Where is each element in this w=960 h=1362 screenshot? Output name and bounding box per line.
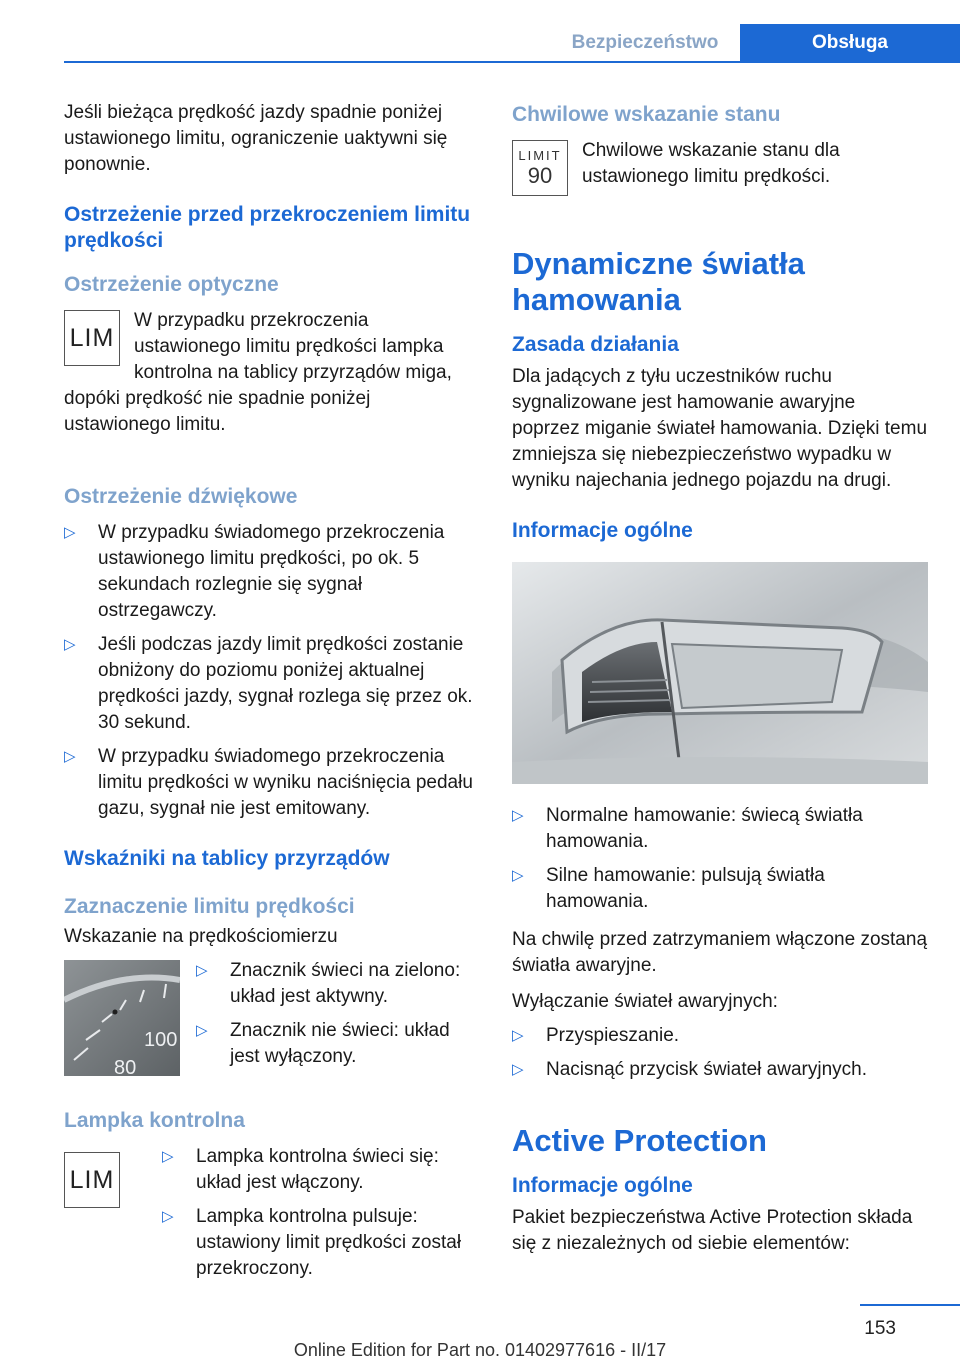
triangle-bullet-icon: ▷ — [512, 1061, 524, 1078]
triangle-bullet-icon: ▷ — [512, 867, 524, 884]
speed-mark-list — [196, 958, 478, 1070]
list-item: ▷ Jeśli podczas jazdy limit prędkości zostanie obniżony do poziomu poniżej aktualnej prędkości jazdy, sygnał rozlega się przez ok. 30 sekund. — [64, 634, 473, 733]
intro-paragraph: Jeśli bieżąca prędkość jazdy spadnie poniżej ustawionego limitu, ograniczenie uaktywni się ponownie. — [64, 102, 448, 175]
lim-indicator-icon: LIM — [64, 310, 120, 366]
list-item: ▷ Znacznik nie świeci: układ jest wyłączony. — [196, 1020, 450, 1067]
heading-general-info: Informacje ogólne — [512, 519, 693, 542]
brake-light-photo — [512, 562, 928, 784]
indicator-lamp-list — [162, 1144, 478, 1282]
list-item: ▷ Przyspieszanie. — [512, 1023, 928, 1049]
heading-instrument-indicators: Wskaźniki na tablicy przyrządów — [64, 847, 390, 870]
triangle-bullet-icon: ▷ — [512, 1027, 524, 1044]
triangle-bullet-icon: ▷ — [64, 748, 76, 765]
optical-warning-text: W przypadku przekroczenia ustawionego limitu prędkości lampka kontrolna na tablicy przyrządów miga, dopóki prędkość nie spadnie poniżej ustawionego limitu. — [64, 310, 452, 435]
list-item: ▷ Silne hamowanie: pulsują światła hamowania. — [512, 865, 825, 912]
lim-indicator-icon: LIM — [64, 1152, 120, 1208]
heading-speed-warning: Ostrzeżenie przed przekroczeniem limitu prędkości — [64, 203, 471, 252]
speedometer-image — [64, 960, 180, 1076]
list-item: ▷ Normalne hamowanie: świecą światła hamowania. — [512, 805, 863, 852]
chapter-tabs — [550, 24, 960, 62]
heading-indicator-lamp: Lampka kontrolna — [64, 1109, 245, 1132]
triangle-bullet-icon: ▷ — [162, 1148, 174, 1165]
right-column — [512, 100, 928, 1273]
brake-mode-list — [512, 803, 928, 915]
list-item: ▷ Lampka kontrolna pulsuje: ustawiony limit prędkości został przekroczony. — [162, 1206, 462, 1279]
heading-speed-mark: Zaznaczenie limitu prędkości — [64, 895, 355, 918]
speedo-label-80: 80 — [114, 1057, 137, 1076]
list-item: ▷ W przypadku świadomego przekroczenia limitu prędkości w wyniku naciśnięcia pedału gazu, sygnał nie jest emitowany. — [64, 746, 473, 819]
acoustic-warning-list — [64, 520, 478, 822]
temporary-status-text: Chwilowe wskazanie stanu dla ustawionego limitu prędkości. — [582, 140, 840, 187]
speedometer-caption: Wskazanie na prędkościomierzu — [64, 926, 338, 947]
triangle-bullet-icon: ▷ — [162, 1208, 174, 1225]
triangle-bullet-icon: ▷ — [196, 962, 208, 979]
edition-footer: Online Edition for Part no. 01402977616 - II/17 — [293, 1340, 667, 1360]
triangle-bullet-icon: ▷ — [64, 524, 76, 541]
triangle-bullet-icon: ▷ — [64, 636, 76, 653]
limit-90-icon — [512, 140, 568, 196]
list-item: ▷ Nacisnąć przycisk świateł awaryjnych. — [512, 1057, 928, 1083]
heading-temporary-status: Chwilowe wskazanie stanu — [512, 103, 781, 126]
active-protection-text: Pakiet bezpieczeństwa Active Protection składa się z niezależnych od siebie elementów: — [512, 1207, 913, 1254]
limit-icon-label: LIMIT — [518, 148, 562, 163]
header-rule — [64, 61, 960, 63]
triangle-bullet-icon: ▷ — [512, 807, 524, 824]
limit-icon-value: 90 — [527, 163, 553, 188]
heading-general-info-2: Informacje ogólne — [512, 1174, 693, 1197]
heading-principle: Zasada działania — [512, 333, 679, 356]
hazard-lights-text: Na chwilę przed zatrzymaniem włączone zostaną światła awaryjne. — [512, 929, 928, 976]
principle-text: Dla jadących z tyłu uczestników ruchu sygnalizowane jest hamowanie awaryjne poprzez miganie świateł hamowania. Dzięki temu zmniejsza się niebezpieczeństwo wypadku w wyniku najechania jednego pojazdu na drugi. — [512, 366, 928, 491]
tab-bezpieczenstwo[interactable]: Bezpieczeństwo — [571, 32, 719, 53]
hazard-off-list — [512, 1023, 928, 1083]
speedo-label-100: 100 — [144, 1029, 178, 1051]
list-item: ▷ Znacznik świeci na zielono: układ jest aktywny. — [196, 960, 461, 1007]
triangle-bullet-icon: ▷ — [196, 1022, 208, 1039]
hazard-off-text: Wyłączanie świateł awaryjnych: — [512, 991, 778, 1012]
heading-optical-warning: Ostrzeżenie optyczne — [64, 273, 279, 296]
footer-rule — [860, 1304, 960, 1306]
heading-active-protection: Active Protection — [512, 1123, 767, 1158]
left-column — [64, 100, 478, 1294]
list-item: ▷ Lampka kontrolna świeci się: układ jest włączony. — [162, 1146, 439, 1193]
heading-acoustic-warning: Ostrzeżenie dźwiękowe — [64, 485, 298, 508]
heading-dynamic-brake-lights: Dynamiczne światła hamowania — [512, 246, 805, 317]
tab-obsluga[interactable]: Obsługa — [740, 24, 960, 62]
page-number: 153 — [864, 1318, 896, 1339]
list-item: ▷ W przypadku świadomego przekroczenia ustawionego limitu prędkości, po ok. 5 sekundach rozlegnie się sygnał ostrzegawczy. — [64, 522, 445, 621]
